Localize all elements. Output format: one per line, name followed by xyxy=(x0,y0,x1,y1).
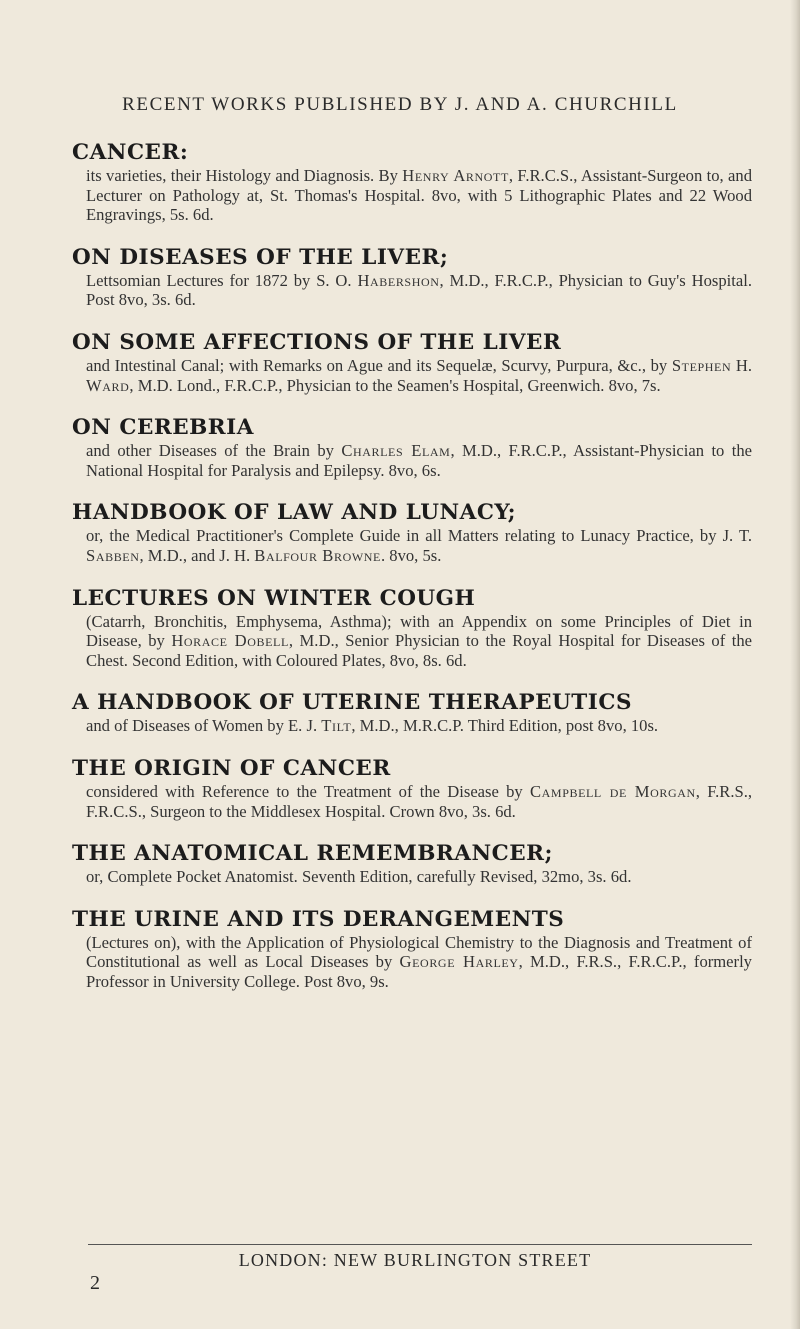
entry-text: (Catarrh, Bronchitis, Emphysema, Asthma); with an Appendix on some Principles of Diet in Disease, by xyxy=(86,611,752,651)
page-number: 2 xyxy=(90,1272,100,1294)
entry-description xyxy=(86,526,752,565)
entry-text: , F.R.S., F.R.C.S., Surgeon to the Middlesex Hospital. Crown 8vo, 3s. 6d. xyxy=(86,781,752,821)
entry-text: H. xyxy=(731,355,753,375)
entry-text: , M.D. Lond., F.R.C.P., Physician to the Seamen's Hospital, Greenwich. 8vo, 7s. xyxy=(129,375,661,395)
author-name: Ward xyxy=(86,375,130,395)
author-name: Horace Dobell xyxy=(171,631,289,651)
entry-title: THE ANATOMICAL REMEMBRANCER; xyxy=(72,841,553,867)
book-entry xyxy=(72,907,752,992)
author-name: Habershon xyxy=(357,270,440,290)
entry-text: its varieties, their Histology and Diagnosis. By xyxy=(86,166,403,185)
author-name: Henry Arnott xyxy=(402,166,509,185)
entry-text: (Lectures on), with the Application of Physiological Chemistry to the Diagnosis and Treatment of Constitutional as well as Local Diseases by xyxy=(86,932,752,972)
author-name: Sabben xyxy=(86,545,140,565)
entry-description xyxy=(86,612,752,671)
entry-text: , M.D., and J. H. xyxy=(139,545,255,565)
entry-text: and other Diseases of the Brain by xyxy=(86,441,342,461)
entry-text: , M.D., F.R.C.P., Physician to Guy's Hospital. Post 8vo, 3s. 6d. xyxy=(86,270,752,310)
entry-text: , M.D., M.R.C.P. Third Edition, post 8vo, 10s. xyxy=(351,716,659,736)
author-name: Stephen xyxy=(671,355,732,375)
author-name: Charles Elam xyxy=(341,441,451,461)
entry-title: A HANDBOOK OF UTERINE THERAPEUTICS xyxy=(72,690,632,716)
entry-text: considered with Reference to the Treatment of the Disease by xyxy=(86,781,530,801)
entry-title: THE ORIGIN OF CANCER xyxy=(72,755,391,781)
entry-description xyxy=(86,867,752,887)
entry-text: or, Complete Pocket Anatomist. Seventh Edition, carefully Revised, 32mo, 3s. 6d. xyxy=(86,867,632,887)
book-entry xyxy=(72,140,752,225)
entry-title: ON SOME AFFECTIONS OF THE LIVER xyxy=(72,329,562,355)
entry-title: LECTURES ON WINTER COUGH xyxy=(72,585,476,611)
entry-text: , M.D., F.R.C.P., Assistant-Physician to the National Hospital for Paralysis and Epilepsy. 8vo, 6s. xyxy=(86,441,753,480)
entry-text: , M.D., F.R.S., F.R.C.P., formerly Professor in University College. Post 8vo, 9s. xyxy=(86,952,752,991)
entry-title: ON CEREBRIA xyxy=(72,415,254,441)
book-entry xyxy=(72,500,752,565)
entry-title: CANCER: xyxy=(72,140,189,165)
book-entry xyxy=(72,245,752,310)
entry-description xyxy=(86,166,752,225)
author-name: Campbell de Morgan xyxy=(529,781,696,801)
footer-imprint: LONDON: NEW BURLINGTON STREET xyxy=(238,1250,592,1270)
entry-description xyxy=(86,933,752,992)
page-edge-shadow xyxy=(790,0,800,1329)
author-name: George Harley xyxy=(399,952,519,972)
book-entry xyxy=(72,415,752,480)
author-name: Tilt xyxy=(321,716,352,736)
entry-text: , M.D., Senior Physician to the Royal Hospital for Diseases of the Chest. Second Edition, with Coloured Plates, 8vo, 8s. 6d. xyxy=(86,631,752,670)
entry-description xyxy=(86,271,752,310)
entry-description xyxy=(86,441,752,480)
entry-text: Lettsomian Lectures for 1872 by S. O. xyxy=(86,270,358,290)
entry-description xyxy=(86,716,752,736)
book-entry xyxy=(72,586,752,671)
entry-text: , F.R.C.S., Assistant-Surgeon to, and Lecturer on Pathology at, St. Thomas's Hospital. 8vo, with 5 Lithographic Plates and 22 Wood Engravings, 5s. 6d. xyxy=(86,166,753,225)
book-entry xyxy=(72,330,752,395)
entry-text: and Intestinal Canal; with Remarks on Ague and its Sequelæ, Scurvy, Purpura, &c., by xyxy=(86,355,672,375)
entry-text: . 8vo, 5s. xyxy=(380,545,442,565)
running-head: RECENT WORKS PUBLISHED BY J. AND A. CHURCHILL xyxy=(122,94,678,115)
book-entry xyxy=(72,841,752,887)
book-entry xyxy=(72,690,752,736)
entry-description xyxy=(86,356,752,395)
entry-title: HANDBOOK OF LAW AND LUNACY; xyxy=(72,500,517,526)
entries-list xyxy=(72,140,752,1011)
entry-text: and of Diseases of Women by E. J. xyxy=(86,716,322,736)
entry-title: ON DISEASES OF THE LIVER; xyxy=(72,244,449,270)
entry-description xyxy=(86,782,752,821)
book-entry xyxy=(72,756,752,821)
entry-title: THE URINE AND ITS DERANGEMENTS xyxy=(72,906,565,932)
entry-text: or, the Medical Practitioner's Complete Guide in all Matters relating to Lunacy Practice, by J. T. xyxy=(86,526,752,546)
author-name: Balfour Browne xyxy=(254,545,381,565)
footer-rule xyxy=(88,1244,752,1245)
